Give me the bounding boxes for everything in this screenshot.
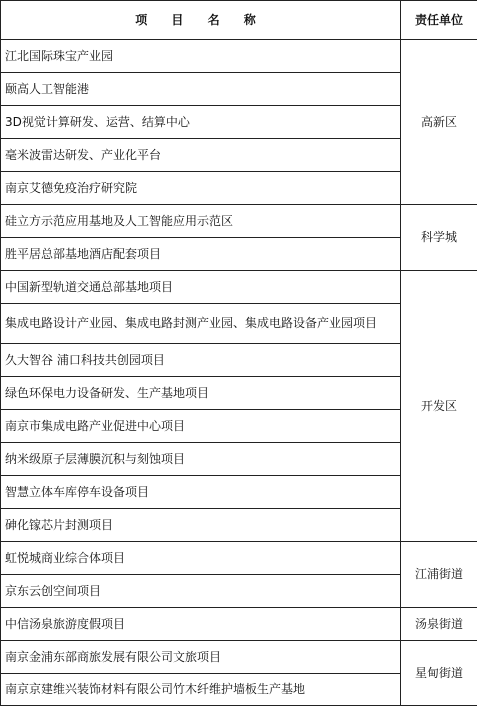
project-name-cell: 绿色环保电力设备研发、生产基地项目 bbox=[1, 377, 401, 410]
responsible-unit-cell: 江浦街道 bbox=[401, 542, 477, 608]
header-row bbox=[1, 1, 477, 40]
responsible-unit-cell: 星甸街道 bbox=[401, 641, 477, 706]
project-name-cell: 集成电路设计产业园、集成电路封测产业园、集成电路设备产业园项目 bbox=[1, 304, 401, 344]
project-name-cell: 虹悦城商业综合体项目 bbox=[1, 542, 401, 575]
project-name-cell: 南京金浦东部商旅发展有限公司文旅项目 bbox=[1, 641, 401, 674]
project-name-cell: 胜平居总部基地酒店配套项目 bbox=[1, 238, 401, 271]
project-name-cell: 砷化镓芯片封测项目 bbox=[1, 509, 401, 542]
responsible-unit-cell: 科学城 bbox=[401, 205, 477, 271]
project-name-cell: 南京艾德免疫治疗研究院 bbox=[1, 172, 401, 205]
header-responsible-unit: 责任单位 bbox=[401, 1, 477, 40]
table-row bbox=[1, 205, 477, 238]
responsible-unit-cell: 高新区 bbox=[401, 40, 477, 205]
project-name-cell: 江北国际珠宝产业园 bbox=[1, 40, 401, 73]
project-name-cell: 毫米波雷达研发、产业化平台 bbox=[1, 139, 401, 172]
project-name-cell: 智慧立体车库停车设备项目 bbox=[1, 476, 401, 509]
responsible-unit-cell: 汤泉街道 bbox=[401, 608, 477, 641]
table-row bbox=[1, 542, 477, 575]
project-name-cell: 硅立方示范应用基地及人工智能应用示范区 bbox=[1, 205, 401, 238]
header-project-name: 项 目 名 称 bbox=[1, 1, 401, 40]
table-row bbox=[1, 40, 477, 73]
project-name-cell: 颐高人工智能港 bbox=[1, 73, 401, 106]
table-row bbox=[1, 608, 477, 641]
project-name-cell: 中国新型轨道交通总部基地项目 bbox=[1, 271, 401, 304]
project-name-cell: 中信汤泉旅游度假项目 bbox=[1, 608, 401, 641]
project-name-cell: 南京京建维兴装饰材料有限公司竹木纤维护墙板生产基地 bbox=[1, 674, 401, 706]
responsible-unit-cell: 开发区 bbox=[401, 271, 477, 542]
project-name-cell: 久大智谷 浦口科技共创园项目 bbox=[1, 344, 401, 377]
project-name-cell: 3D视觉计算研发、运营、结算中心 bbox=[1, 106, 401, 139]
table-row bbox=[1, 641, 477, 674]
project-name-cell: 南京市集成电路产业促进中心项目 bbox=[1, 410, 401, 443]
project-name-cell: 纳米级原子层薄膜沉积与刻蚀项目 bbox=[1, 443, 401, 476]
table-row bbox=[1, 271, 477, 304]
project-name-cell: 京东云创空间项目 bbox=[1, 575, 401, 608]
